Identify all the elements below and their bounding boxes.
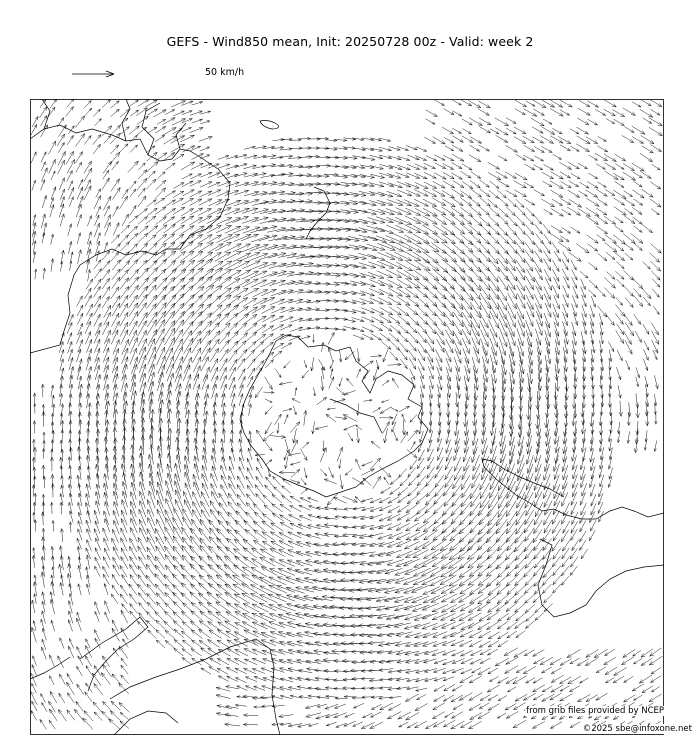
wind-reference-legend (72, 64, 332, 84)
wind-map (30, 99, 664, 735)
data-source-credit: from grib files provided by NCEP (526, 706, 664, 716)
copyright-credit: ©2025 sbe@infoxone.net (582, 724, 692, 734)
reference-arrow-icon (72, 64, 132, 84)
reference-speed-label: 50 km/h (205, 67, 245, 78)
wind-map-canvas (30, 99, 664, 735)
map-title: GEFS - Wind850 mean, Init: 20250728 00z - Valid: week 2 (166, 34, 534, 49)
